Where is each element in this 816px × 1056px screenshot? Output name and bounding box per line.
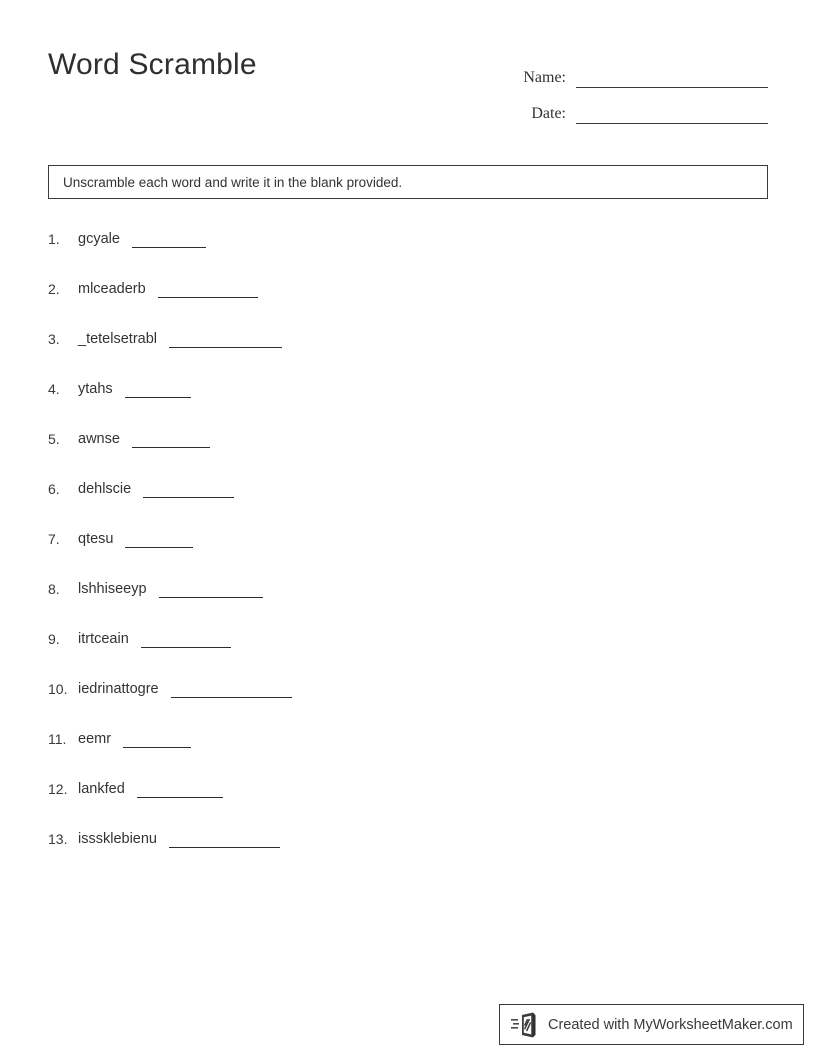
item-number: 9.	[48, 631, 60, 647]
item-number: 7.	[48, 531, 60, 547]
scrambled-word: iedrinattogre	[78, 681, 159, 697]
item-body	[78, 279, 258, 299]
word-item	[48, 429, 768, 479]
name-field-row	[468, 52, 768, 88]
word-item	[48, 479, 768, 529]
scrambled-word: itrtceain	[78, 631, 129, 647]
item-number: 10.	[48, 681, 68, 697]
student-info-fields	[468, 52, 768, 124]
item-body	[78, 229, 206, 249]
item-body	[78, 629, 231, 649]
answer-blank[interactable]	[169, 833, 280, 848]
word-item	[48, 779, 768, 829]
scrambled-word: awnse	[78, 431, 120, 447]
answer-blank[interactable]	[123, 733, 191, 748]
name-field-label: Name:	[523, 69, 566, 86]
item-body	[78, 729, 191, 749]
item-number: 2.	[48, 281, 60, 297]
answer-blank[interactable]	[125, 533, 193, 548]
word-item	[48, 329, 768, 379]
item-number: 4.	[48, 381, 60, 397]
item-body	[78, 529, 193, 549]
scrambled-word: eemr	[78, 731, 112, 747]
footer-badge[interactable]	[499, 1004, 804, 1045]
item-number: 12.	[48, 781, 68, 797]
scrambled-word: lankfed	[78, 781, 125, 797]
date-field-label: Date:	[531, 105, 566, 122]
scrambled-word: dehlscie	[78, 481, 132, 497]
answer-blank[interactable]	[137, 783, 223, 798]
item-number: 6.	[48, 481, 60, 497]
word-item	[48, 679, 768, 729]
scrambled-word: gcyale	[78, 231, 120, 247]
scrambled-word: qtesu	[78, 531, 114, 547]
word-scramble-list	[48, 229, 768, 879]
answer-blank[interactable]	[143, 483, 234, 498]
footer-badge-text: Created with MyWorksheetMaker.com	[548, 1016, 793, 1033]
scrambled-word: isssklebienu	[78, 831, 157, 847]
page-title: Word Scramble	[48, 48, 257, 81]
item-body	[78, 779, 223, 799]
scrambled-word: mlceaderb	[78, 281, 146, 297]
answer-blank[interactable]	[141, 633, 231, 648]
item-body	[78, 329, 282, 349]
date-field-input[interactable]	[576, 103, 768, 124]
answer-blank[interactable]	[171, 683, 292, 698]
word-item	[48, 829, 768, 879]
item-body	[78, 429, 210, 449]
worksheet-maker-logo-icon	[511, 1012, 541, 1038]
item-body	[78, 479, 234, 499]
answer-blank[interactable]	[132, 433, 210, 448]
date-field-row	[468, 88, 768, 124]
scrambled-word: lshhiseeyp	[78, 581, 147, 597]
item-number: 11.	[48, 731, 67, 747]
answer-blank[interactable]	[159, 583, 263, 598]
item-body	[78, 679, 292, 699]
item-body	[78, 379, 191, 399]
item-number: 13.	[48, 831, 68, 847]
item-body	[78, 579, 263, 599]
item-number: 1.	[48, 231, 60, 247]
answer-blank[interactable]	[132, 233, 206, 248]
instruction-text: Unscramble each word and write it in the blank provided.	[63, 174, 403, 190]
word-item	[48, 579, 768, 629]
instruction-box	[48, 165, 768, 199]
word-item	[48, 379, 768, 429]
item-number: 3.	[48, 331, 60, 347]
answer-blank[interactable]	[125, 383, 191, 398]
item-number: 8.	[48, 581, 60, 597]
scrambled-word: ytahs	[78, 381, 113, 397]
name-field-input[interactable]	[576, 67, 768, 88]
answer-blank[interactable]	[169, 333, 282, 348]
answer-blank[interactable]	[158, 283, 258, 298]
word-item	[48, 279, 768, 329]
word-item	[48, 729, 768, 779]
item-number: 5.	[48, 431, 60, 447]
word-item	[48, 529, 768, 579]
scrambled-word: _tetelsetrabl	[78, 331, 157, 347]
word-item	[48, 229, 768, 279]
page-header	[48, 40, 768, 135]
word-item	[48, 629, 768, 679]
item-body	[78, 829, 280, 849]
